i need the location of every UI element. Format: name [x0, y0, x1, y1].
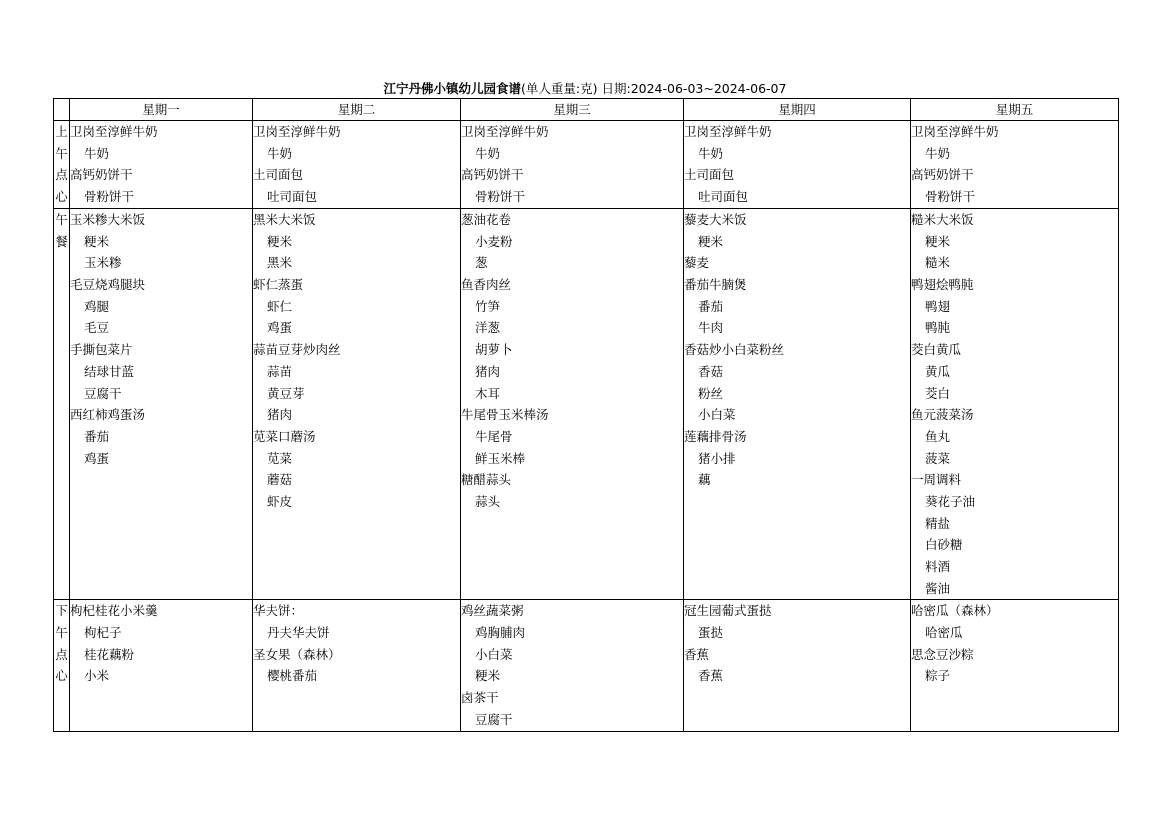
ingredient: 毛豆 [84, 320, 110, 336]
ingredient: 番茄 [698, 298, 724, 314]
ingredient: 猪肉 [475, 363, 501, 379]
ingredient: 蘑菇 [267, 472, 293, 488]
dish-name: 鸡丝蔬菜粥 [461, 603, 524, 619]
dish-name: 卫岗至淳鲜牛奶 [70, 124, 158, 139]
dish-name: 葱油花卷 [461, 212, 512, 227]
ingredient: 精盐 [925, 515, 951, 531]
ingredient: 猪肉 [267, 407, 293, 423]
dish-name: 卫岗至淳鲜牛奶 [461, 124, 549, 139]
ingredient: 香菇 [698, 363, 724, 379]
day-header-wed: 星期三 [461, 99, 684, 121]
ingredient: 鲜玉米棒 [475, 450, 526, 466]
ingredient: 结球甘蓝 [84, 363, 135, 379]
dish-name: 玉米糁大米饭 [70, 212, 146, 227]
ingredient: 蛋挞 [698, 625, 724, 641]
dish-name: 番茄牛腩煲 [684, 277, 747, 293]
ingredient: 豆腐干 [84, 385, 122, 401]
ingredient: 骨粉饼干 [925, 189, 976, 205]
dish-name: 苋菜口蘑汤 [253, 428, 316, 444]
dish-name: 卫岗至淳鲜牛奶 [253, 124, 341, 139]
menu-cell-wed [461, 600, 684, 731]
ingredient: 丹夫华夫饼 [267, 625, 330, 641]
ingredient: 小麦粉 [475, 233, 513, 249]
ingredient: 茭白 [925, 385, 951, 401]
meal-label: 上午点心 [55, 124, 68, 205]
menu-cell-thu [684, 600, 911, 731]
dish-name: 高钙奶饼干 [911, 167, 974, 183]
day-header-thu: 星期四 [684, 99, 911, 121]
ingredient: 菠菜 [925, 450, 951, 466]
ingredient: 胡萝卜 [475, 342, 513, 358]
day-header-fri: 星期五 [911, 99, 1119, 121]
ingredient: 粳米 [698, 233, 724, 249]
ingredient: 牛肉 [698, 320, 724, 336]
menu-cell-fri [911, 600, 1119, 731]
ingredient: 鸭肫 [925, 320, 951, 336]
ingredient: 玉米糁 [84, 255, 122, 271]
dish-name: 思念豆沙粽 [911, 646, 974, 662]
ingredient: 鸭翅 [925, 298, 951, 314]
title-unit: (单人重量:克) [521, 81, 598, 96]
meal-label: 下午点心 [55, 603, 68, 684]
dish-name: 华夫饼： [253, 603, 304, 619]
ingredient: 虾皮 [267, 493, 293, 509]
ingredient: 葱 [475, 255, 488, 271]
ingredient: 枸杞子 [84, 625, 122, 641]
ingredient: 樱桃番茄 [267, 668, 318, 684]
menu-cell-wed [461, 121, 684, 209]
ingredient: 鱼丸 [925, 428, 951, 444]
ingredient: 小白菜 [475, 646, 513, 662]
ingredient: 洋葱 [475, 320, 501, 336]
ingredient: 白砂糖 [925, 537, 963, 553]
menu-cell-fri [911, 121, 1119, 209]
title-date-range: 2024-06-03~2024-06-07 [630, 81, 787, 96]
title-date-label: 日期: [601, 81, 631, 96]
dish-name: 圣女果（森林） [253, 646, 341, 662]
meal-label: 午餐 [55, 212, 68, 249]
dish-name: 鱼元菠菜汤 [911, 407, 974, 423]
ingredient: 牛奶 [267, 145, 293, 161]
ingredient: 黄豆芽 [267, 385, 305, 401]
dish-name: 手撕包菜片 [70, 342, 133, 358]
ingredient: 豆腐干 [475, 711, 513, 727]
menu-cell-wed [461, 209, 684, 600]
lunch-row [54, 209, 1119, 600]
ingredient: 糙米 [925, 255, 951, 271]
ingredient: 牛尾骨 [475, 428, 513, 444]
ingredient: 藕 [698, 472, 711, 488]
ingredient: 酱油 [925, 580, 951, 596]
dish-name: 高钙奶饼干 [70, 167, 133, 183]
dish-name: 茭白黄瓜 [911, 342, 962, 358]
ingredient: 鸡胸脯肉 [475, 625, 526, 641]
ingredient: 黑米 [267, 255, 293, 271]
ingredient: 葵花子油 [925, 493, 976, 509]
menu-cell-fri [911, 209, 1119, 600]
ingredient: 牛奶 [698, 145, 724, 161]
dish-name: 藜麦大米饭 [684, 212, 747, 227]
ingredient: 粽子 [925, 668, 951, 684]
ingredient: 木耳 [475, 385, 501, 401]
header-row [54, 99, 1119, 121]
meal-label-cell [54, 121, 70, 209]
ingredient: 小白菜 [698, 407, 736, 423]
ingredient: 牛奶 [84, 145, 110, 161]
dish-name: 黑米大米饭 [253, 212, 316, 227]
ingredient: 蒜头 [475, 493, 501, 509]
dish-name: 糙米大米饭 [911, 212, 974, 227]
dish-name: 莲藕排骨汤 [684, 428, 747, 444]
dish-name: 枸杞桂花小米羹 [70, 603, 158, 619]
ingredient: 粳米 [475, 668, 501, 684]
ingredient: 小米 [84, 668, 110, 684]
ingredient: 桂花藕粉 [84, 646, 135, 662]
day-header-mon: 星期一 [70, 99, 253, 121]
menu-cell-tue [253, 209, 461, 600]
ingredient: 鸡蛋 [84, 450, 110, 466]
dish-name: 毛豆烧鸡腿块 [70, 277, 146, 293]
ingredient: 香蕉 [698, 668, 724, 684]
ingredient: 牛奶 [925, 145, 951, 161]
ingredient: 吐司面包 [698, 189, 749, 205]
ingredient: 粉丝 [698, 385, 724, 401]
ingredient: 骨粉饼干 [475, 189, 526, 205]
ingredient: 粳米 [267, 233, 293, 249]
afternoon-snack-row [54, 600, 1119, 731]
dish-name: 土司面包 [253, 167, 304, 183]
menu-cell-mon [70, 121, 253, 209]
ingredient: 黄瓜 [925, 363, 951, 379]
meal-label-cell [54, 600, 70, 731]
menu-cell-thu [684, 121, 911, 209]
dish-name: 香蕉 [684, 646, 710, 662]
dish-name: 牛尾骨玉米棒汤 [461, 407, 549, 423]
ingredient: 粳米 [84, 233, 110, 249]
dish-name: 虾仁蒸蛋 [253, 277, 304, 293]
dish-name: 鱼香肉丝 [461, 277, 512, 293]
ingredient: 哈密瓜 [925, 625, 963, 641]
ingredient: 鸡蛋 [267, 320, 293, 336]
ingredient: 虾仁 [267, 298, 293, 314]
dish-name: 蒜苗豆芽炒肉丝 [253, 342, 341, 358]
ingredient: 牛奶 [475, 145, 501, 161]
ingredient: 竹笋 [475, 298, 501, 314]
menu-cell-mon [70, 600, 253, 731]
menu-table [53, 98, 1119, 732]
corner-cell [54, 99, 70, 121]
title-school: 江宁丹佛小镇幼儿园食谱 [383, 81, 522, 96]
ingredient: 猪小排 [698, 450, 736, 466]
page-title [0, 80, 1170, 98]
ingredient: 蒜苗 [267, 363, 293, 379]
menu-cell-thu [684, 209, 911, 600]
dish-name: 哈密瓜（森林） [911, 603, 999, 619]
menu-cell-tue [253, 600, 461, 731]
dish-name: 藜麦 [684, 255, 710, 271]
ingredient: 料酒 [925, 559, 951, 574]
meal-label-cell [54, 209, 70, 600]
morning-snack-row [54, 121, 1119, 209]
dish-name: 香菇炒小白菜粉丝 [684, 342, 785, 358]
dish-name: 一周调料 [911, 472, 962, 488]
ingredient: 粳米 [925, 233, 951, 249]
ingredient: 鸡腿 [84, 298, 110, 314]
dish-name: 糖醋蒜头 [461, 472, 512, 488]
dish-name: 卫岗至淳鲜牛奶 [911, 124, 999, 139]
day-header-tue: 星期二 [253, 99, 461, 121]
dish-name: 土司面包 [684, 167, 735, 183]
dish-name: 卫岗至淳鲜牛奶 [684, 124, 772, 139]
ingredient: 骨粉饼干 [84, 189, 135, 205]
menu-cell-tue [253, 121, 461, 209]
dish-name: 西红柿鸡蛋汤 [70, 407, 146, 423]
menu-cell-mon [70, 209, 253, 600]
dish-name: 冠生园葡式蛋挞 [684, 603, 772, 619]
ingredient: 苋菜 [267, 450, 293, 466]
ingredient: 吐司面包 [267, 189, 318, 205]
dish-name: 卤茶干 [461, 690, 499, 706]
dish-name: 鸭翅烩鸭肫 [911, 277, 974, 293]
dish-name: 高钙奶饼干 [461, 167, 524, 183]
ingredient: 番茄 [84, 428, 110, 444]
